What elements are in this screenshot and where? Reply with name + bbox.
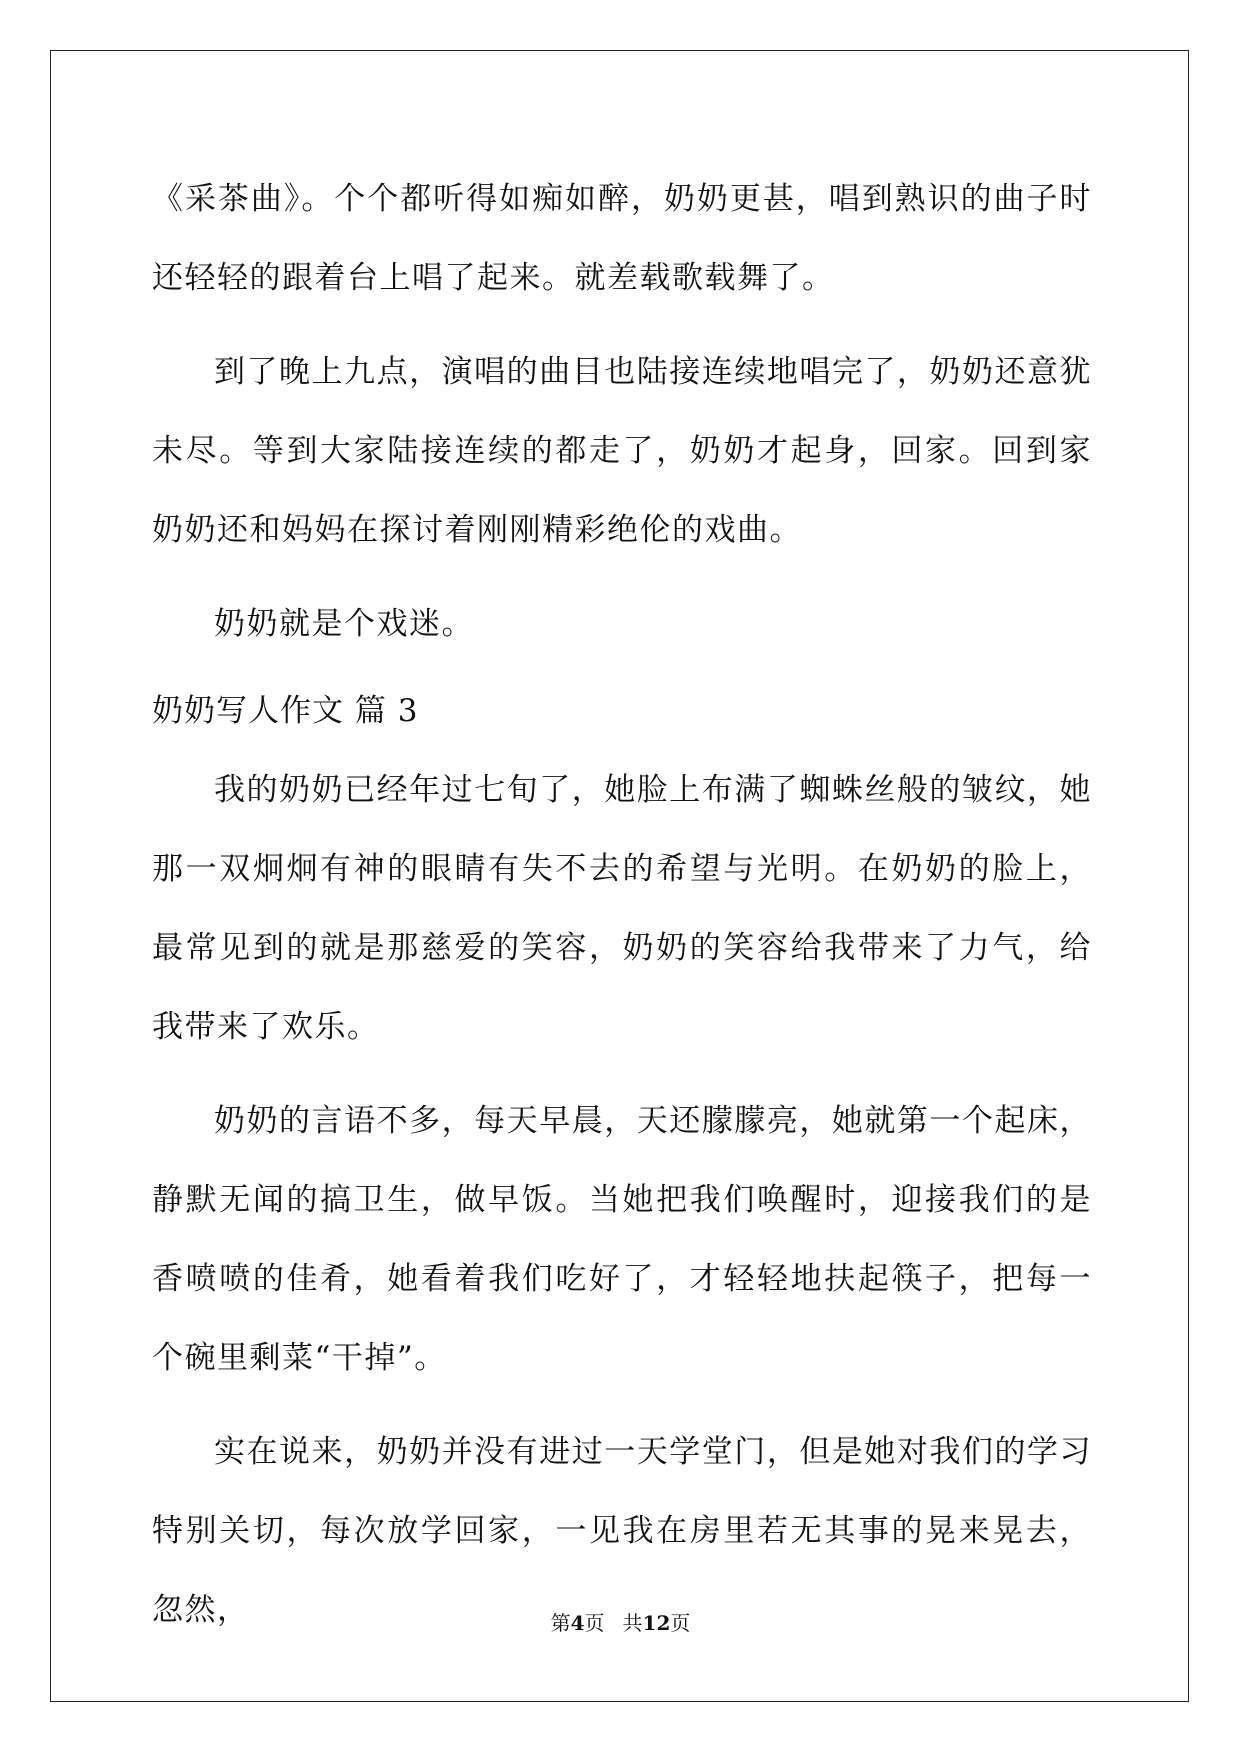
total-prefix: 共 (622, 1611, 643, 1635)
page-number: 4 (570, 1611, 585, 1635)
section-heading: 奶奶写人作文 篇 3 (152, 693, 419, 729)
paragraph: 我的奶奶已经年过七旬了，她脸上布满了蜘蛛丝般的皱纹，她那一双炯炯有神的眼睛有失不去的希望与光明。在奶奶的脸上，最常见到的就是那慈爱的笑容，奶奶的笑容给我带来了力气，给我带来了欢乐。 (152, 772, 1092, 1045)
paragraph: 奶奶就是个戏迷。 (214, 606, 474, 642)
paragraph: 奶奶的言语不多，每天早晨，天还朦朦亮，她就第一个起床，静默无闻的搞卫生，做早饭。当她把我们唤醒时，迎接我们的是香喷喷的佳肴，她看着我们吃好了，才轻轻地扶起筷子，把每一个碗里剩菜“干掉”。 (152, 1103, 1092, 1376)
paragraph: 到了晚上九点，演唱的曲目也陆接连续地唱完了，奶奶还意犹未尽。等到大家陆接连续的都走了，奶奶才起身，回家。回到家奶奶还和妈妈在探讨着刚刚精彩绝伦的戏曲。 (152, 354, 1092, 548)
page-footer (0, 1608, 1241, 1638)
page-suffix: 页 (584, 1611, 605, 1635)
total-pages: 12 (642, 1611, 671, 1635)
paragraph: 《采茶曲》。个个都听得如痴如醉，奶奶更甚，唱到熟识的曲子时还轻轻的跟着台上唱了起来。就差载歌载舞了。 (152, 181, 1092, 296)
document-body (152, 160, 1092, 1650)
total-suffix: 页 (670, 1611, 691, 1635)
paragraph: 实在说来，奶奶并没有进过一天学堂门，但是她对我们的学习特别关切，每次放学回家，一见我在房里若无其事的晃来晃去，忽然， (152, 1434, 1092, 1628)
page-prefix: 第 (550, 1611, 571, 1635)
